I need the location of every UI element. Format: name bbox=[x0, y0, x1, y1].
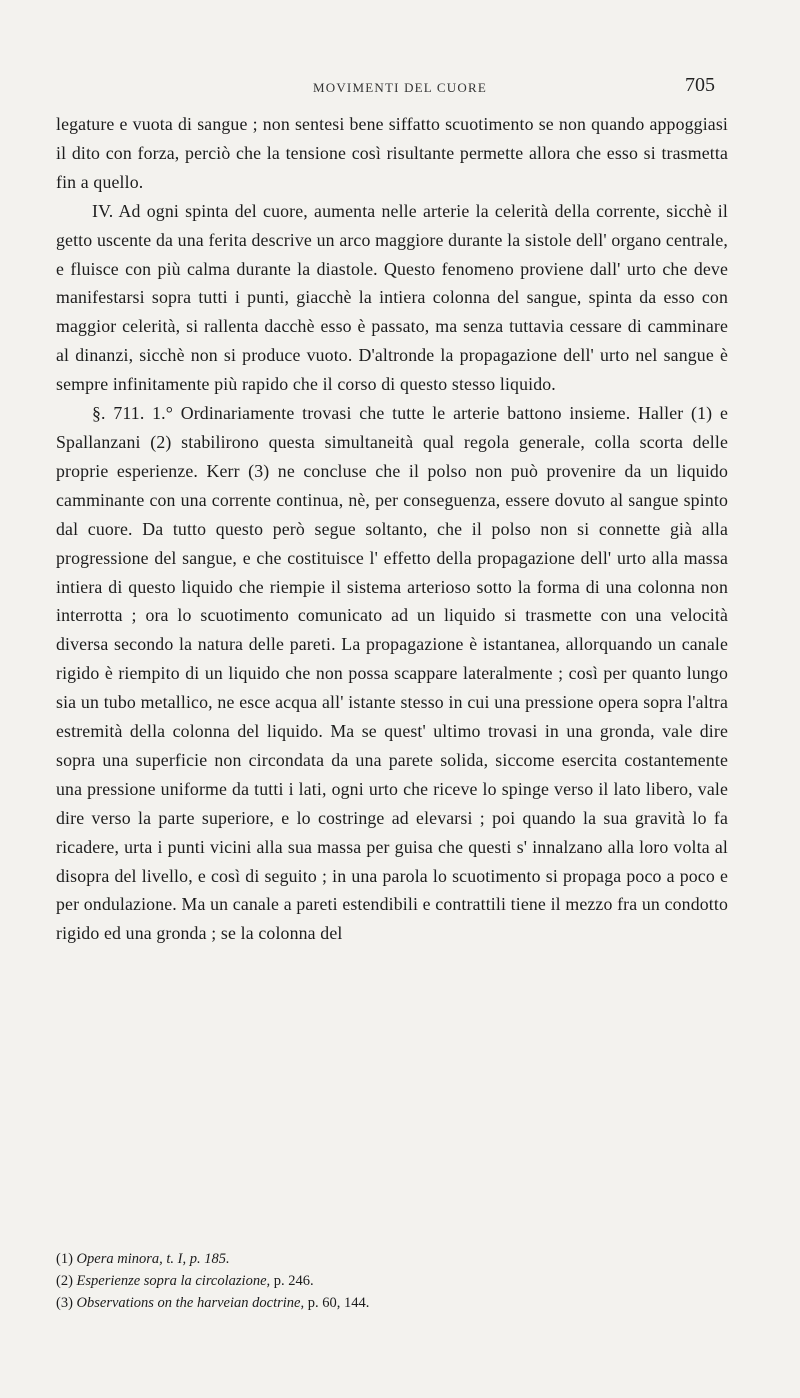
footnote-marker: (1) bbox=[56, 1251, 73, 1267]
footnote-1 bbox=[56, 1248, 728, 1270]
running-title: MOVIMENTI DEL CUORE bbox=[313, 80, 487, 95]
footnote-ref: p. 60, 144. bbox=[307, 1295, 370, 1311]
footnote-marker: (2) bbox=[56, 1273, 73, 1289]
body-text bbox=[56, 110, 728, 948]
paragraph-section-711: §. 711. 1.° Ordinariamente trovasi che tutte le arterie battono insieme. Haller (1) e Spallanzani (2) stabilirono questa simultaneità qual regola generale, colla scorta delle proprie esperienze. Kerr (3) ne concluse che il polso non può provenire da un liquido camminante con una corrente continua, nè, per conseguenza, essere dovuto al sangue spinto dal cuore. Da tutto questo però segue soltanto, che il polso non si connette già alla progressione del sangue, e che costituisce l' effetto della propagazione dell' urto alla massa intiera di questo liquido che riempie il sistema arterioso sotto la forma di una colonna non interrotta ; ora lo scuotimento comunicato ad un liquido si trasmette con una velocità diversa secondo la natura delle pareti. La propagazione è istantanea, allorquando un canale rigido è riempito di un liquido che non possa scappare lateralmente ; così per quanto lungo sia un tubo metallico, ne esce acqua all' istante stesso in cui una pressione opera sopra l'altra estremità della colonna del liquido. Ma se quest' ultimo trovasi in una gronda, vale dire sopra una superficie non circondata da una parete solida, siccome esercita costantemente una pressione uniforme da tutti i lati, ogni urto che riceve lo spinge verso il lato libero, vale dire verso la parte superiore, e lo costringe ad elevarsi ; poi quando la sua gravità lo fa ricadere, urta i punti vicini alla sua massa per guisa che questi s' innalzano alla loro volta al disopra del livello, e così di seguito ; in una parola lo scuotimento si propaga poco a poco e per ondulazione. Ma un canale a pareti estendibili e contrattili tiene il mezzo fra un condotto rigido ed una gronda ; se la colonna del bbox=[56, 403, 728, 944]
footnote-ref: p. 246. bbox=[273, 1273, 314, 1289]
running-head bbox=[0, 74, 800, 100]
footnote-2 bbox=[56, 1270, 728, 1292]
footnote-work: Esperienze sopra la circolazione, bbox=[76, 1273, 271, 1289]
footnotes bbox=[56, 1248, 728, 1314]
paragraph-continuation: legature e vuota di sangue ; non sentesi bene siffatto scuotimento se non quando appoggiasi il dito con forza, perciò che la tensione così risultante permette allora che esso si trasmetta fin a quello. bbox=[56, 114, 728, 192]
footnote-ref: t. I, p. 185. bbox=[166, 1251, 230, 1267]
footnote-work: Opera minora, bbox=[76, 1251, 163, 1267]
paragraph-section-iv: IV. Ad ogni spinta del cuore, aumenta nelle arterie la celerità della corrente, sicchè il getto uscente da una ferita descrive un arco maggiore durante la sistole dell' organo centrale, e fluisce con più calma durante la diastole. Questo fenomeno proviene dall' urto che deve manifestarsi sopra tutti i punti, giacchè la intiera colonna del sangue, spinta da esso con maggior celerità, si rallenta dacchè esso è passato, ma senza tuttavia cessare di camminare al dinanzi, sicchè non si produce vuoto. D'altronde la propagazione dell' urto nel sangue è sempre infinitamente più rapido che il corso di questo stesso liquido. bbox=[56, 200, 728, 395]
page-number: 705 bbox=[685, 74, 715, 96]
footnote-marker: (3) bbox=[56, 1295, 73, 1311]
footnote-work: Observations on the harveian doctrine, bbox=[76, 1295, 305, 1311]
footnote-3 bbox=[56, 1292, 728, 1314]
